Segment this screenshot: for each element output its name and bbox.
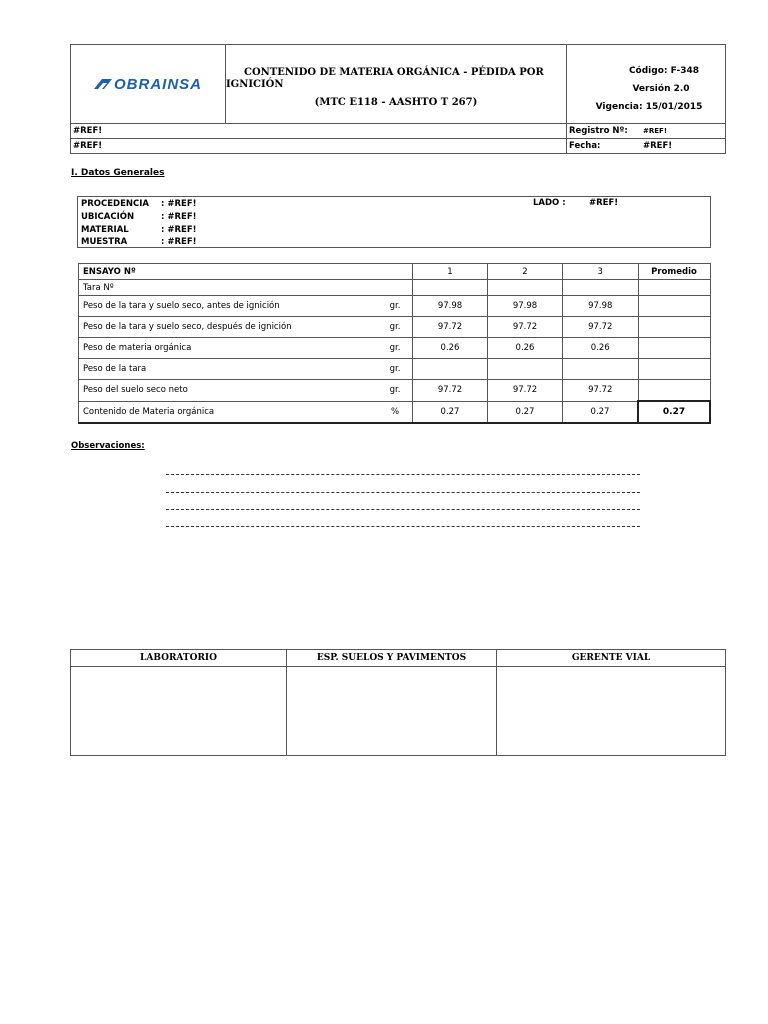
version: Versión 2.0 <box>632 84 690 94</box>
ubicacion-value: : #REF! <box>161 212 197 222</box>
row-unit: gr. <box>378 317 413 338</box>
table-header-row <box>79 264 711 280</box>
row-value-2: 97.72 <box>488 317 563 338</box>
observation-line-3 <box>166 509 640 510</box>
title-line-2: IGNICIÓN <box>226 79 284 90</box>
material-label: MATERIAL <box>81 225 129 235</box>
row-value-1 <box>413 359 488 380</box>
signature-header-especialista: ESP. SUELOS Y PAVIMENTOS <box>287 650 497 667</box>
row-average <box>638 317 710 338</box>
row-average: 0.27 <box>638 401 710 423</box>
row-unit: gr. <box>378 296 413 317</box>
muestra-value: : #REF! <box>161 237 197 247</box>
muestra-row <box>81 236 197 249</box>
row-value-3: 0.26 <box>563 338 639 359</box>
vigencia: Vigencia: 15/01/2015 <box>595 102 703 112</box>
document-info <box>567 45 726 124</box>
row-value-2: 0.27 <box>488 401 563 423</box>
row-value-2 <box>488 280 563 296</box>
row-value-3: 97.72 <box>563 380 639 402</box>
test-results-table <box>78 263 711 424</box>
registro-value: #REF! <box>643 127 668 135</box>
row-label: Peso de la tara y suelo seco, antes de ignición <box>79 296 379 317</box>
row-unit: gr. <box>378 380 413 402</box>
header-promedio: Promedio <box>638 264 710 280</box>
lado-label: LADO : <box>533 198 566 208</box>
row-label: Peso de materia orgánica <box>79 338 379 359</box>
row-value-3 <box>563 359 639 380</box>
row-value-1: 97.98 <box>413 296 488 317</box>
header-trial-2: 2 <box>488 264 563 280</box>
row-value-2: 97.72 <box>488 380 563 402</box>
signature-box-especialista <box>287 667 497 756</box>
procedencia-label: PROCEDENCIA <box>81 199 149 209</box>
table-row <box>79 296 711 317</box>
row-value-3: 97.98 <box>563 296 639 317</box>
procedencia-row <box>81 198 197 211</box>
title-line-3: (MTC E118 - AASHTO T 267) <box>314 97 478 108</box>
row-label: Peso de la tara <box>79 359 379 380</box>
row-value-1 <box>413 280 488 296</box>
obrainsa-logo-icon <box>94 79 112 89</box>
fecha-label: Fecha: <box>569 141 601 151</box>
general-data-box <box>77 196 711 248</box>
row-value-3: 97.72 <box>563 317 639 338</box>
header-trial-3: 3 <box>563 264 639 280</box>
row-average <box>638 359 710 380</box>
observation-line-2 <box>166 492 640 493</box>
codigo: Código: F-348 <box>628 66 700 76</box>
ubicacion-row <box>81 211 197 224</box>
row-label: Peso de la tara y suelo seco, después de ignición <box>79 317 379 338</box>
table-row <box>79 359 711 380</box>
row-average <box>638 380 710 402</box>
table-row <box>79 280 711 296</box>
title-line-1: CONTENIDO DE MATERIA ORGÁNICA - PÉDIDA POR <box>244 67 544 78</box>
registro-label: Registro Nº: <box>569 126 628 136</box>
row-label: Tara Nº <box>79 280 379 296</box>
row-value-3: 0.27 <box>563 401 639 423</box>
fecha-value: #REF! <box>643 141 673 151</box>
muestra-label: MUESTRA <box>81 237 128 247</box>
observaciones-label: Observaciones: <box>71 441 145 451</box>
row-average <box>638 280 710 296</box>
header-ref-2: #REF! <box>71 139 567 154</box>
signature-header-laboratorio: LABORATORIO <box>71 650 287 667</box>
procedencia-value: : #REF! <box>161 199 197 209</box>
row-value-2: 97.98 <box>488 296 563 317</box>
document-title <box>226 45 567 124</box>
table-row <box>79 401 711 423</box>
signature-box-gerente <box>497 667 726 756</box>
table-row <box>79 317 711 338</box>
signature-header-gerente: GERENTE VIAL <box>497 650 726 667</box>
row-value-2: 0.26 <box>488 338 563 359</box>
lado-value: #REF! <box>589 198 619 208</box>
row-value-3 <box>563 280 639 296</box>
material-value: : #REF! <box>161 225 197 235</box>
row-label: Contenido de Materia orgánica <box>79 401 379 423</box>
observation-line-1 <box>166 474 640 475</box>
row-unit: gr. <box>378 338 413 359</box>
lado-row <box>533 198 618 208</box>
header-trial-1: 1 <box>413 264 488 280</box>
row-average <box>638 338 710 359</box>
row-value-1: 97.72 <box>413 317 488 338</box>
table-row <box>79 380 711 402</box>
table-row <box>79 338 711 359</box>
ubicacion-label: UBICACIÓN <box>81 212 135 222</box>
row-unit: % <box>378 401 413 423</box>
row-unit: gr. <box>378 359 413 380</box>
section-title-datos-generales: I. Datos Generales <box>71 168 165 178</box>
logo-cell <box>71 45 226 124</box>
signature-table <box>70 649 726 756</box>
company-logo-text: OBRAINSA <box>113 75 202 93</box>
document-header <box>70 44 726 154</box>
row-value-1: 0.26 <box>413 338 488 359</box>
header-ref-1: #REF! <box>71 124 567 139</box>
row-unit <box>378 280 413 296</box>
row-value-2 <box>488 359 563 380</box>
signature-box-laboratorio <box>71 667 287 756</box>
fecha-cell <box>567 139 726 154</box>
row-value-1: 0.27 <box>413 401 488 423</box>
observation-line-4 <box>166 526 640 527</box>
row-value-1: 97.72 <box>413 380 488 402</box>
registro-cell <box>567 124 726 139</box>
row-label: Peso del suelo seco neto <box>79 380 379 402</box>
header-ensayo: ENSAYO Nº <box>79 264 413 280</box>
row-average <box>638 296 710 317</box>
